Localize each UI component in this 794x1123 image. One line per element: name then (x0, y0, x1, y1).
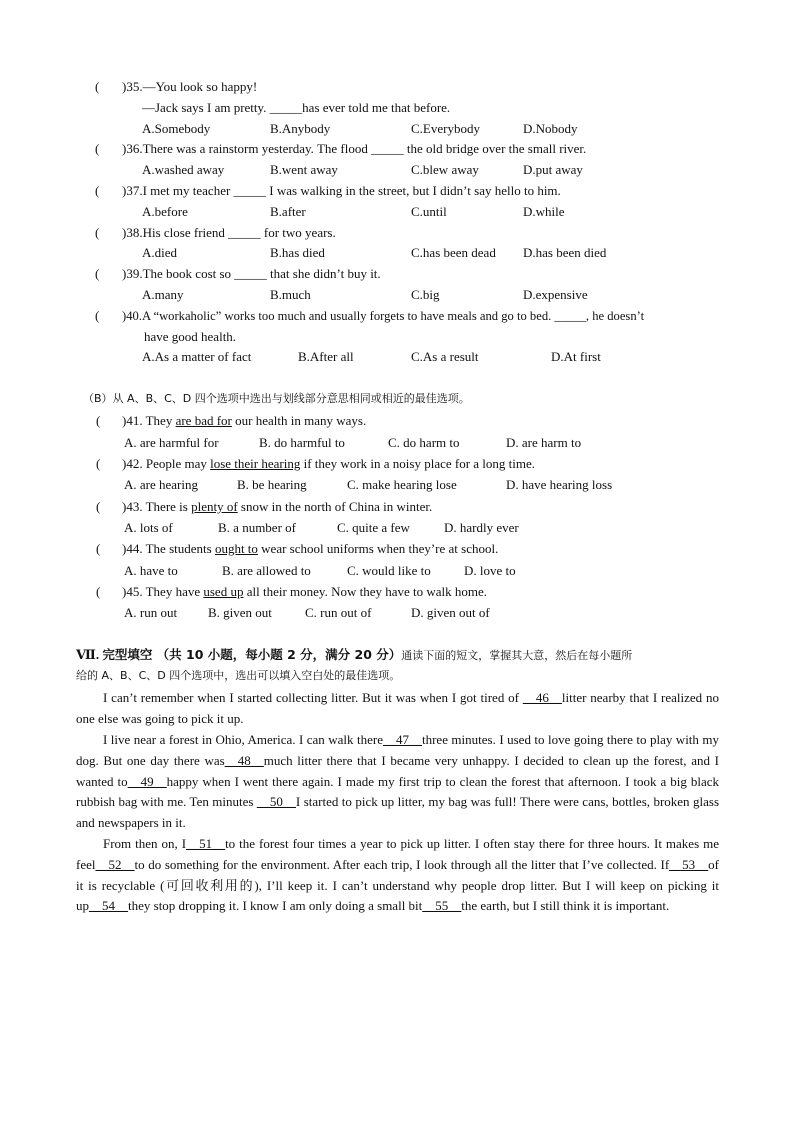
option-b: B. do harmful to (259, 435, 345, 450)
answer-paren-close: ) (122, 225, 127, 240)
option-c: C. would like to (347, 563, 431, 578)
answer-paren-open: ( (95, 79, 100, 94)
answer-paren-open: ( (96, 456, 101, 471)
underlined-phrase: lose their hearing (210, 456, 301, 471)
option-b: B. are allowed to (222, 563, 311, 578)
answer-paren-close: ) (122, 309, 127, 323)
option-c: C.blew away (411, 162, 479, 177)
option-b: B. be hearing (237, 477, 307, 492)
question-text: 43. There is (126, 499, 192, 514)
question-36-stem (122, 140, 586, 158)
option-a: A. lots of (124, 520, 173, 535)
blank-48: __48__ (224, 752, 264, 768)
underlined-phrase: used up (203, 584, 244, 599)
answer-paren-close: ) (122, 266, 127, 281)
passage-text: to the forest four times a year to pick up litter. I often stay there for three hours. It makes me feel (76, 836, 719, 872)
answer-paren-open: ( (95, 183, 100, 198)
option-d: D. love to (464, 563, 516, 578)
question-41-stem (122, 412, 366, 430)
question-42-stem (122, 455, 535, 473)
section-title: 完型填空 （共 10 小题，每小题 2 分，满分 20 分） (102, 647, 402, 662)
option-a: A.As a matter of fact (142, 349, 252, 364)
question-39-stem (122, 265, 381, 283)
option-d: D.while (523, 204, 565, 219)
option-b: B.has died (270, 245, 325, 260)
blank-55: __55__ (422, 898, 462, 914)
passage-text: much litter there that I became very unhappy. I decided to clean up the forest, and I wanted to (76, 752, 719, 789)
passage-text: they stop dropping it. I know I am only doing a small bit (128, 898, 423, 914)
question-text: 39.The book cost so _____ that she didn’t buy it. (126, 266, 381, 281)
option-d: D.Nobody (523, 121, 578, 136)
option-d: D.At first (551, 349, 601, 364)
question-40-stem2: have good health. (144, 329, 237, 344)
passage-text: happy when I went there again. I made my first trip to clean the forest that afternoon. I took a big black rubbish bag with me. Ten minutes (76, 773, 720, 810)
option-a: A.before (142, 204, 188, 219)
option-d: D.put away (523, 162, 583, 177)
option-c: C.As a result (411, 349, 479, 364)
question-45-stem (122, 583, 487, 601)
option-d: D.has been died (523, 245, 607, 260)
option-c: C.big (411, 287, 440, 302)
blank-54: __54__ (89, 898, 128, 914)
question-37-stem (122, 182, 561, 200)
option-c: C.has been dead (411, 245, 496, 260)
answer-paren-close: ) (122, 541, 127, 556)
answer-paren-open: ( (96, 413, 101, 428)
blank-53: __53__ (669, 856, 709, 872)
passage-text: From then on, I (103, 836, 187, 851)
blank-47: __47__ (382, 732, 422, 747)
answer-paren-close: ) (122, 499, 127, 514)
option-a: A.Somebody (142, 121, 211, 136)
option-c: C. make hearing lose (347, 477, 457, 492)
question-text: 45. They have (126, 584, 204, 599)
blank-51: __51__ (186, 836, 226, 851)
passage-text: I live near a forest in Ohio, America. I can walk there (103, 732, 383, 747)
option-a: A. run out (124, 605, 178, 620)
answer-paren-close: ) (122, 183, 127, 198)
blank-52: __52__ (95, 856, 135, 872)
section-instructions-cont: 给的 A、B、C、D 四个选项中，选出可以填入空白处的最佳选项。 (76, 669, 401, 682)
passage-text: I can’t remember when I started collecting litter. But it was when I got tired of (103, 690, 523, 705)
option-c: C. run out of (305, 605, 372, 620)
blank-49: __49__ (127, 773, 167, 789)
passage-text: to do something for the environment. After each trip, I look through all the litter that I’ve collected. If (134, 856, 670, 872)
question-text: if they work in a noisy place for a long time. (300, 456, 536, 471)
option-d: D. are harm to (506, 435, 582, 450)
question-text: 40.A “workaholic” works too much and usually forgets to have meals and go to bed. _____, he doesn’t (126, 309, 645, 323)
underlined-phrase: ought to (214, 541, 258, 556)
answer-paren-open: ( (96, 541, 101, 556)
option-a: A.died (142, 245, 178, 260)
question-text: 35.—You look so happy! (126, 79, 258, 94)
section-numeral: Ⅶ. (76, 647, 100, 662)
blank-50: __50__ (256, 794, 296, 810)
option-a: A. are hearing (124, 477, 198, 492)
option-a: A. have to (124, 563, 178, 578)
option-c: C. do harm to (388, 435, 460, 450)
question-text: 42. People may (126, 456, 211, 471)
question-text: 41. They (126, 413, 176, 428)
question-35-stem2: —Jack says I am pretty. _____has ever told me that before. (142, 100, 451, 115)
section-7-heading (76, 646, 632, 665)
passage-text: of it is recyclable (可回收利用的), I’ll keep it. I can’t understand why people drop litter. But I will keep on picking it up (76, 856, 719, 914)
option-c: C.until (411, 204, 447, 219)
option-a: A.washed away (142, 162, 225, 177)
passage-text: the earth, but I still think it is important. (461, 898, 670, 914)
option-b: B. a number of (218, 520, 296, 535)
option-c: C.Everybody (411, 121, 480, 136)
question-text: 44. The students (126, 541, 215, 556)
question-38-stem (122, 224, 336, 242)
passage-paragraph-2 (76, 730, 719, 834)
answer-paren-close: ) (122, 456, 127, 471)
option-b: B. given out (208, 605, 272, 620)
answer-paren-open: ( (95, 266, 100, 281)
question-text: wear school uniforms when they’re at school. (257, 541, 499, 556)
option-d: D. hardly ever (444, 520, 519, 535)
question-40-stem (122, 307, 719, 325)
question-text: snow in the north of China in winter. (237, 499, 433, 514)
answer-paren-open: ( (95, 308, 100, 323)
passage-text: litter nearby that I realized no one else was going to pick it up. (76, 690, 720, 726)
question-35-stem (122, 78, 257, 96)
answer-paren-open: ( (95, 141, 100, 156)
question-text: 37.I met my teacher _____ I was walking in the street, but I didn’t say hello to him. (126, 183, 561, 198)
question-text: our health in many ways. (231, 413, 367, 428)
question-text: 38.His close friend _____ for two years. (126, 225, 336, 240)
option-a: A. are harmful for (124, 435, 219, 450)
option-d: D. have hearing loss (506, 477, 613, 492)
passage-text: I started to pick up litter, my bag was full! There were cans, bottles, broken glass and newspapers in it. (76, 794, 720, 831)
question-text: 36.There was a rainstorm yesterday. The flood _____ the old bridge over the small river. (126, 141, 587, 156)
question-44-stem (122, 540, 498, 558)
option-d: D. given out of (411, 605, 490, 620)
answer-paren-close: ) (122, 584, 127, 599)
section-b-heading: （B）从 A、B、C、D 四个选项中选出与划线部分意思相同或相近的最佳选项。 (83, 392, 470, 405)
answer-paren-close: ) (122, 413, 127, 428)
option-b: B.Anybody (270, 121, 331, 136)
option-b: B.much (270, 287, 311, 302)
passage-paragraph-1 (76, 688, 719, 730)
answer-paren-close: ) (122, 79, 127, 94)
question-text: all their money. Now they have to walk home. (243, 584, 488, 599)
answer-paren-open: ( (95, 225, 100, 240)
section-instructions: 通读下面的短文，掌握其大意，然后在每小题所 (401, 649, 633, 662)
option-b: B.went away (270, 162, 338, 177)
option-b: B.after (270, 204, 306, 219)
option-b: B.After all (298, 349, 354, 364)
option-c: C. quite a few (337, 520, 410, 535)
passage-paragraph-3 (76, 834, 719, 917)
passage-text: three minutes. I used to love going there to play with my dog. But one day there was (76, 732, 719, 768)
answer-paren-open: ( (96, 584, 101, 599)
blank-46: __46__ (522, 690, 562, 705)
question-43-stem (122, 498, 432, 516)
answer-paren-close: ) (122, 141, 127, 156)
answer-paren-open: ( (96, 499, 101, 514)
underlined-phrase: are bad for (175, 413, 232, 428)
underlined-phrase: plenty of (191, 499, 238, 514)
option-d: D.expensive (523, 287, 588, 302)
option-a: A.many (142, 287, 184, 302)
